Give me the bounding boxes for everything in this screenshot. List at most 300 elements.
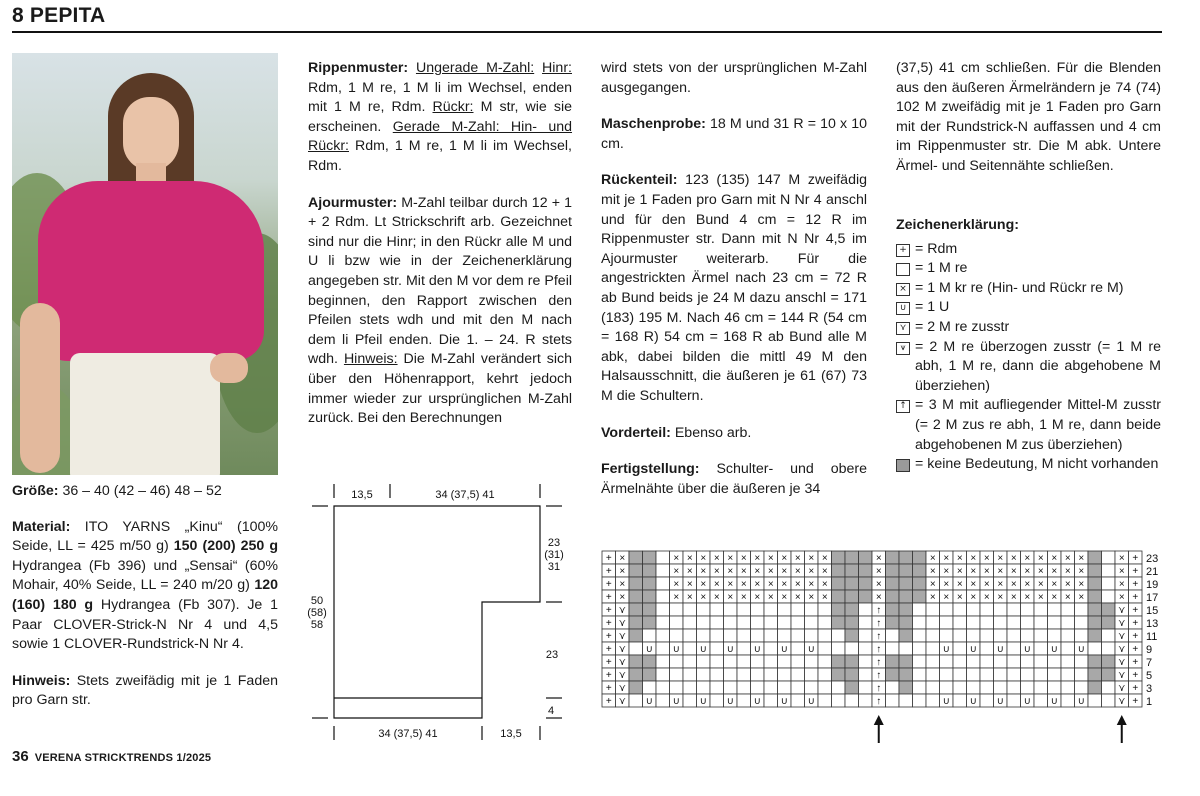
chart-row-label: 21	[1146, 566, 1159, 578]
chart-cell	[778, 616, 792, 629]
rib-text-1: Rdm, 1 M re, 1 M li im Wechsel, enden mit 1 M re, Rdm.	[308, 79, 572, 116]
chart-cell	[629, 681, 643, 694]
chart-cell	[859, 616, 873, 629]
chart-cell	[1061, 668, 1075, 681]
chart-cell	[778, 668, 792, 681]
chart-symbol: ×	[1118, 566, 1125, 577]
chart-symbol: ×	[1037, 592, 1044, 603]
chart-symbol: ×	[929, 553, 936, 564]
chart-cell	[643, 681, 657, 694]
chart-cell	[899, 655, 913, 668]
chart-symbol: ∪	[780, 644, 788, 655]
chart-cell	[670, 603, 684, 616]
rib-text-3: Rdm, 1 M re, 1 M li im Wechsel, Rdm.	[308, 138, 572, 174]
chart-cell	[710, 603, 724, 616]
chart-cell	[764, 694, 778, 707]
chart-cell	[710, 616, 724, 629]
chart-cell	[859, 681, 873, 694]
magazine-name: VERENA STRICKTRENDS 1/2025	[34, 752, 212, 764]
chart-cell	[1048, 655, 1062, 668]
chart-cell	[1088, 655, 1102, 668]
chart-cell	[818, 616, 832, 629]
chart-symbol: ×	[1064, 592, 1071, 603]
chart-row-label: 3	[1146, 683, 1153, 695]
chart-symbol: +	[1132, 592, 1139, 603]
size-schematic	[300, 480, 570, 742]
chart-symbol: ×	[1051, 553, 1058, 564]
chart-cell	[926, 668, 940, 681]
rib-even-label: Gerade M-Zahl: Hin- und Rückr:	[308, 118, 573, 155]
legend-symbol-icon: ⩛	[896, 342, 910, 355]
chart-symbol: ×	[1037, 553, 1044, 564]
chart-cell	[886, 577, 900, 590]
material-text-2: Hydrangea (Fb 396) und „Sensai“ (60% Mohair, 40% Seide, LL = 240 m/20 g)	[12, 557, 278, 594]
chart-symbol: ×	[713, 579, 720, 590]
chart-symbol: ×	[686, 592, 693, 603]
chart-symbol: ×	[1010, 592, 1017, 603]
chart-symbol: ×	[929, 579, 936, 590]
chart-cell	[656, 564, 670, 577]
chart-cell	[1088, 603, 1102, 616]
chart-cell	[980, 616, 994, 629]
chart-symbol: ⋎	[618, 644, 626, 655]
chart-cell	[1102, 681, 1116, 694]
chart-cell	[926, 603, 940, 616]
chart-cell	[913, 603, 927, 616]
chart-cell	[683, 603, 697, 616]
chart-cell	[1061, 655, 1075, 668]
chart-symbol: ×	[929, 592, 936, 603]
chart-symbol: +	[1132, 683, 1139, 694]
legend-text: = 2 M re überzogen zusstr (= 1 M re abh, 1 M re, dann die abgehobene M überziehen)	[915, 338, 1161, 394]
chart-cell	[697, 603, 711, 616]
chart-cell	[764, 629, 778, 642]
chart-cell	[1034, 616, 1048, 629]
chart-symbol: ×	[943, 592, 950, 603]
legend-item	[896, 259, 1161, 279]
legend-symbol-icon: ↑	[896, 400, 910, 413]
chart-cell	[913, 655, 927, 668]
material-amount-2: 120 (160) 180 g	[12, 577, 278, 613]
chart-cell	[967, 655, 981, 668]
chart-symbol: ↑	[876, 683, 882, 694]
chart-cell	[710, 629, 724, 642]
chart-symbol: ↑	[876, 644, 882, 655]
chart-cell	[710, 642, 724, 655]
chart-cell	[859, 577, 873, 590]
chart-symbol: ×	[686, 553, 693, 564]
chart-cell	[859, 564, 873, 577]
chart-symbol: ×	[821, 579, 828, 590]
chart-cell	[913, 564, 927, 577]
chart-symbol: ↑	[876, 605, 882, 616]
chart-cell	[1048, 681, 1062, 694]
repeat-arrow-icon	[874, 715, 884, 743]
chart-symbol: ⋎	[618, 618, 626, 629]
chart-symbol: +	[1132, 553, 1139, 564]
chart-symbol: ×	[794, 592, 801, 603]
chart-symbol: ×	[983, 566, 990, 577]
chart-symbol: ⋎	[1118, 657, 1126, 668]
chart-symbol: ×	[997, 566, 1004, 577]
chart-cell	[737, 668, 751, 681]
chart-cell	[845, 668, 859, 681]
chart-symbol: ×	[781, 592, 788, 603]
chart-symbol: ⋎	[1118, 696, 1126, 707]
chart-cell	[1007, 668, 1021, 681]
legend-text: = 1 M kr re (Hin- und Rückr re M)	[915, 279, 1124, 296]
chart-symbol: ∪	[753, 696, 761, 707]
chart-symbol: ⋎	[1118, 631, 1126, 642]
chart-cell	[940, 655, 954, 668]
chart-cell	[1061, 694, 1075, 707]
rib-rs-label: Hinr:	[542, 60, 572, 76]
chart-symbol: ∪	[969, 696, 977, 707]
chart-symbol: ∪	[726, 696, 734, 707]
chart-cell	[1048, 629, 1062, 642]
chart-cell	[886, 668, 900, 681]
chart-cell	[886, 681, 900, 694]
chart-symbol: ×	[686, 579, 693, 590]
size-label: Größe:	[12, 483, 59, 499]
chart-cell	[926, 681, 940, 694]
chart-cell	[886, 616, 900, 629]
chart-symbol: ⋎	[1118, 683, 1126, 694]
chart-cell	[818, 642, 832, 655]
chart-cell	[1102, 590, 1116, 603]
chart-symbol: ×	[943, 553, 950, 564]
chart-cell	[1088, 642, 1102, 655]
chart-symbol: ×	[781, 579, 788, 590]
chart-cell	[791, 616, 805, 629]
chart-symbol: ×	[727, 566, 734, 577]
chart-cell	[805, 681, 819, 694]
chart-cell	[845, 577, 859, 590]
chart-symbol: ∪	[942, 696, 950, 707]
dim-right-top-3: 31	[547, 561, 561, 573]
chart-cell	[643, 564, 657, 577]
front-text: Ebenso arb.	[670, 424, 752, 441]
chart-symbol: ×	[875, 566, 882, 577]
chart-symbol: ⋎	[618, 683, 626, 694]
chart-cell	[994, 616, 1008, 629]
chart-symbol: ×	[700, 592, 707, 603]
chart-cell	[629, 629, 643, 642]
chart-symbol: ×	[821, 553, 828, 564]
legend-item	[896, 240, 1161, 260]
chart-symbol: ×	[929, 566, 936, 577]
chart-cell	[805, 616, 819, 629]
chart-cell	[886, 590, 900, 603]
chart-cell	[899, 577, 913, 590]
chart-cell	[656, 629, 670, 642]
chart-symbol: ∪	[699, 644, 707, 655]
chart-symbol: ⋎	[1118, 605, 1126, 616]
chart-cell	[724, 668, 738, 681]
column-1	[12, 482, 278, 728]
chart-symbol: ×	[997, 579, 1004, 590]
chart-cell	[953, 629, 967, 642]
chart-cell	[832, 642, 846, 655]
chart-symbol: ⋎	[1118, 644, 1126, 655]
material-label: Material:	[12, 518, 71, 535]
chart-symbol: ×	[1051, 566, 1058, 577]
chart-cell	[683, 668, 697, 681]
chart-cell	[629, 642, 643, 655]
chart-cell	[791, 642, 805, 655]
chart-symbol: ∪	[672, 644, 680, 655]
chart-symbol: ∪	[1023, 696, 1031, 707]
chart-cell	[994, 668, 1008, 681]
chart-symbol: ×	[673, 553, 680, 564]
chart-cell	[845, 616, 859, 629]
chart-cell	[1021, 655, 1035, 668]
chart-cell	[967, 629, 981, 642]
chart-cell	[1021, 629, 1035, 642]
chart-cell	[656, 616, 670, 629]
chart-cell	[1102, 629, 1116, 642]
chart-cell	[913, 681, 927, 694]
chart-cell	[940, 668, 954, 681]
dim-left-3: 58	[310, 619, 324, 631]
chart-symbol: ×	[983, 579, 990, 590]
legend-item	[896, 396, 1161, 455]
legend-symbol-icon: ×	[896, 283, 910, 296]
chart-cell	[845, 603, 859, 616]
ajour-text-2: Die M-Zahl verändert sich über den Höhenrapport, kehrt jedoch immer wieder zur ursprünglichen M-Zahl zurück. Bei den Berechnungen	[308, 351, 572, 427]
chart-symbol: ∪	[645, 644, 653, 655]
chart-cell	[926, 616, 940, 629]
legend-item	[896, 455, 1161, 475]
chart-cell	[629, 668, 643, 681]
chart-symbol: ×	[1024, 579, 1031, 590]
chart-cell	[940, 603, 954, 616]
chart-symbol: ×	[1037, 579, 1044, 590]
chart-cell	[656, 577, 670, 590]
chart-symbol: ∪	[672, 696, 680, 707]
chart-symbol: ×	[1024, 566, 1031, 577]
chart-cell	[656, 642, 670, 655]
chart-cell	[859, 603, 873, 616]
size-text: 36 – 40 (42 – 46) 48 – 52	[58, 483, 222, 499]
legend-text: = keine Bedeutung, M nicht vorhanden	[915, 456, 1159, 473]
page-title: 8 PEPITA	[12, 4, 106, 27]
chart-cell	[737, 655, 751, 668]
chart-cell	[845, 564, 859, 577]
chart-cell	[859, 668, 873, 681]
rib-label: Rippenmuster:	[308, 60, 409, 76]
chart-cell	[1007, 642, 1021, 655]
chart-cell	[818, 655, 832, 668]
dim-bot-right: 13,5	[500, 728, 522, 740]
chart-symbol: ×	[781, 566, 788, 577]
chart-cell	[845, 681, 859, 694]
chart-cell	[832, 603, 846, 616]
chart-cell	[1102, 603, 1116, 616]
chart-cell	[818, 694, 832, 707]
chart-cell	[967, 603, 981, 616]
chart-cell	[1075, 655, 1089, 668]
chart-cell	[791, 655, 805, 668]
chart-symbol: ↑	[876, 696, 882, 707]
chart-cell	[1061, 629, 1075, 642]
chart-symbol: +	[1132, 670, 1139, 681]
chart-symbol: ×	[727, 592, 734, 603]
chart-cell	[832, 629, 846, 642]
chart-cell	[764, 655, 778, 668]
chart-cell	[629, 616, 643, 629]
chart-symbol: ×	[740, 579, 747, 590]
dim-left-1: 50	[310, 595, 324, 607]
chart-symbol: ×	[943, 579, 950, 590]
chart-cell	[697, 655, 711, 668]
chart-cell	[818, 629, 832, 642]
chart-cell	[683, 616, 697, 629]
chart-cell	[683, 629, 697, 642]
chart-symbol: ×	[970, 566, 977, 577]
legend-item	[896, 338, 1161, 397]
chart-symbol: ×	[794, 566, 801, 577]
chart-cell	[953, 642, 967, 655]
rib-odd-label: Ungerade M-Zahl:	[415, 60, 535, 76]
chart-cell	[1088, 577, 1102, 590]
chart-cell	[1021, 668, 1035, 681]
chart-symbol: ∪	[726, 644, 734, 655]
chart-symbol: ∪	[1023, 644, 1031, 655]
chart-cell	[832, 616, 846, 629]
chart-row-label: 23	[1146, 553, 1159, 565]
chart-cell	[737, 681, 751, 694]
chart-cell	[859, 590, 873, 603]
chart-cell	[953, 694, 967, 707]
finishing-text: Schulter- und obere Ärmelnähte über die äußeren je 34	[601, 461, 867, 497]
chart-cell	[697, 629, 711, 642]
chart-cell	[953, 616, 967, 629]
chart-cell	[683, 694, 697, 707]
chart-symbol: ×	[754, 579, 761, 590]
chart-cell	[980, 694, 994, 707]
chart-row-label: 15	[1146, 605, 1159, 617]
chart-cell	[994, 655, 1008, 668]
chart-symbol: ×	[1010, 579, 1017, 590]
chart-cell	[913, 668, 927, 681]
chart-cell	[778, 603, 792, 616]
chart-cell	[629, 694, 643, 707]
col4-continuation: (37,5) 41 cm schließen. Für die Blenden aus den äußeren Ärmelrändern je 74 (74) 102 M zweifädig mit je 1 Faden pro Garn mit der Rundstrick-N auffassen und 4 cm im Rippenmuster str. Die M abk. Untere Ärmel- und Seitennähte schließen.	[896, 60, 1161, 174]
chart-cell	[899, 681, 913, 694]
gauge-text: 18 M und 31 R = 10 x 10 cm.	[601, 116, 867, 152]
chart-cell	[818, 603, 832, 616]
chart-symbol: ×	[970, 592, 977, 603]
dim-bot-mid: 34 (37,5) 41	[378, 728, 438, 740]
chart-cell	[913, 616, 927, 629]
material-text-3: Hydrangea (Fb 307). Je 1 Paar CLOVER-Strick-N Nr 4 und 4,5 sowie 1 CLOVER-Rundstrick-N Nr 4.	[12, 596, 279, 653]
chart-cell	[926, 629, 940, 642]
legend-item	[896, 298, 1161, 318]
chart-symbol: ×	[821, 592, 828, 603]
chart-cell	[805, 629, 819, 642]
chart-cell	[940, 616, 954, 629]
chart-cell	[656, 551, 670, 564]
chart-symbol: ×	[1051, 579, 1058, 590]
chart-cell	[845, 590, 859, 603]
chart-cell	[1034, 629, 1048, 642]
chart-cell	[710, 681, 724, 694]
chart-cell	[1102, 668, 1116, 681]
chart-cell	[683, 681, 697, 694]
chart-symbol: ×	[970, 579, 977, 590]
chart-symbol: ×	[997, 553, 1004, 564]
chart-cell	[1034, 642, 1048, 655]
chart-cell	[899, 642, 913, 655]
chart-cell	[1007, 629, 1021, 642]
chart-cell	[899, 551, 913, 564]
chart-symbol: ×	[794, 553, 801, 564]
chart-symbol: ×	[740, 592, 747, 603]
chart-cell	[940, 629, 954, 642]
column-2	[308, 59, 572, 446]
model-photo	[12, 53, 278, 475]
chart-cell	[899, 590, 913, 603]
page-footer	[12, 748, 211, 765]
chart-cell	[899, 668, 913, 681]
chart-cell	[697, 616, 711, 629]
chart-symbol: ×	[1051, 592, 1058, 603]
chart-cell	[926, 642, 940, 655]
chart-cell	[1088, 616, 1102, 629]
chart-symbol: ×	[956, 566, 963, 577]
chart-cell	[899, 629, 913, 642]
chart-symbol: ×	[673, 592, 680, 603]
chart-symbol: +	[605, 683, 612, 694]
gauge-label: Maschenprobe:	[601, 116, 706, 133]
chart-cell	[926, 655, 940, 668]
chart-symbol: ∪	[807, 644, 815, 655]
chart-cell	[1061, 603, 1075, 616]
chart-cell	[994, 603, 1008, 616]
chart-cell	[1088, 668, 1102, 681]
chart-cell	[643, 551, 657, 564]
column-4	[896, 59, 1161, 194]
chart-symbol: ∪	[1050, 644, 1058, 655]
chart-symbol: ×	[875, 553, 882, 564]
back-text: 123 (135) 147 M zweifädig mit je 1 Faden pro Garn mit N Nr 4 anschl und für den Bund 4 cm = 12 R im Rippenmuster str. Dann mit N Nr 4,5 im Ajourmuster weiterarb. Für die angestrickten Ärmel nach 23 cm = 72 R ab Bund beids je 24 M dazu anschl = 171 (183) 195 M. Nach 46 cm = 144 R (54 cm = 168 R) 54 cm = 168 R ab Bund alle M abk, dabei bilden die mittl 49 M den Halsausschnitt, die äußeren je 61 (67) 73 M die Schultern.	[601, 172, 867, 404]
chart-symbol: ↑	[876, 631, 882, 642]
chart-symbol: ×	[1078, 553, 1085, 564]
chart-cell	[643, 668, 657, 681]
legend-symbol-icon: ⋎	[896, 322, 910, 335]
chart-cell	[1075, 668, 1089, 681]
chart-cell	[1061, 642, 1075, 655]
chart-cell	[1088, 694, 1102, 707]
chart-cell	[764, 668, 778, 681]
chart-symbol: ×	[1064, 553, 1071, 564]
chart-cell	[1048, 603, 1062, 616]
chart-cell	[832, 564, 846, 577]
chart-cell	[832, 668, 846, 681]
chart-symbol: ×	[1118, 579, 1125, 590]
chart-cell	[886, 655, 900, 668]
chart-symbol: ∪	[753, 644, 761, 655]
chart-cell	[670, 681, 684, 694]
chart-cell	[1102, 551, 1116, 564]
chart-symbol: ×	[808, 566, 815, 577]
chart-row-label: 11	[1146, 631, 1158, 643]
legend-text: = 2 M re zusstr	[915, 318, 1010, 335]
chart-cell	[994, 629, 1008, 642]
chart-cell	[913, 577, 927, 590]
chart-row-label: 9	[1146, 644, 1153, 656]
